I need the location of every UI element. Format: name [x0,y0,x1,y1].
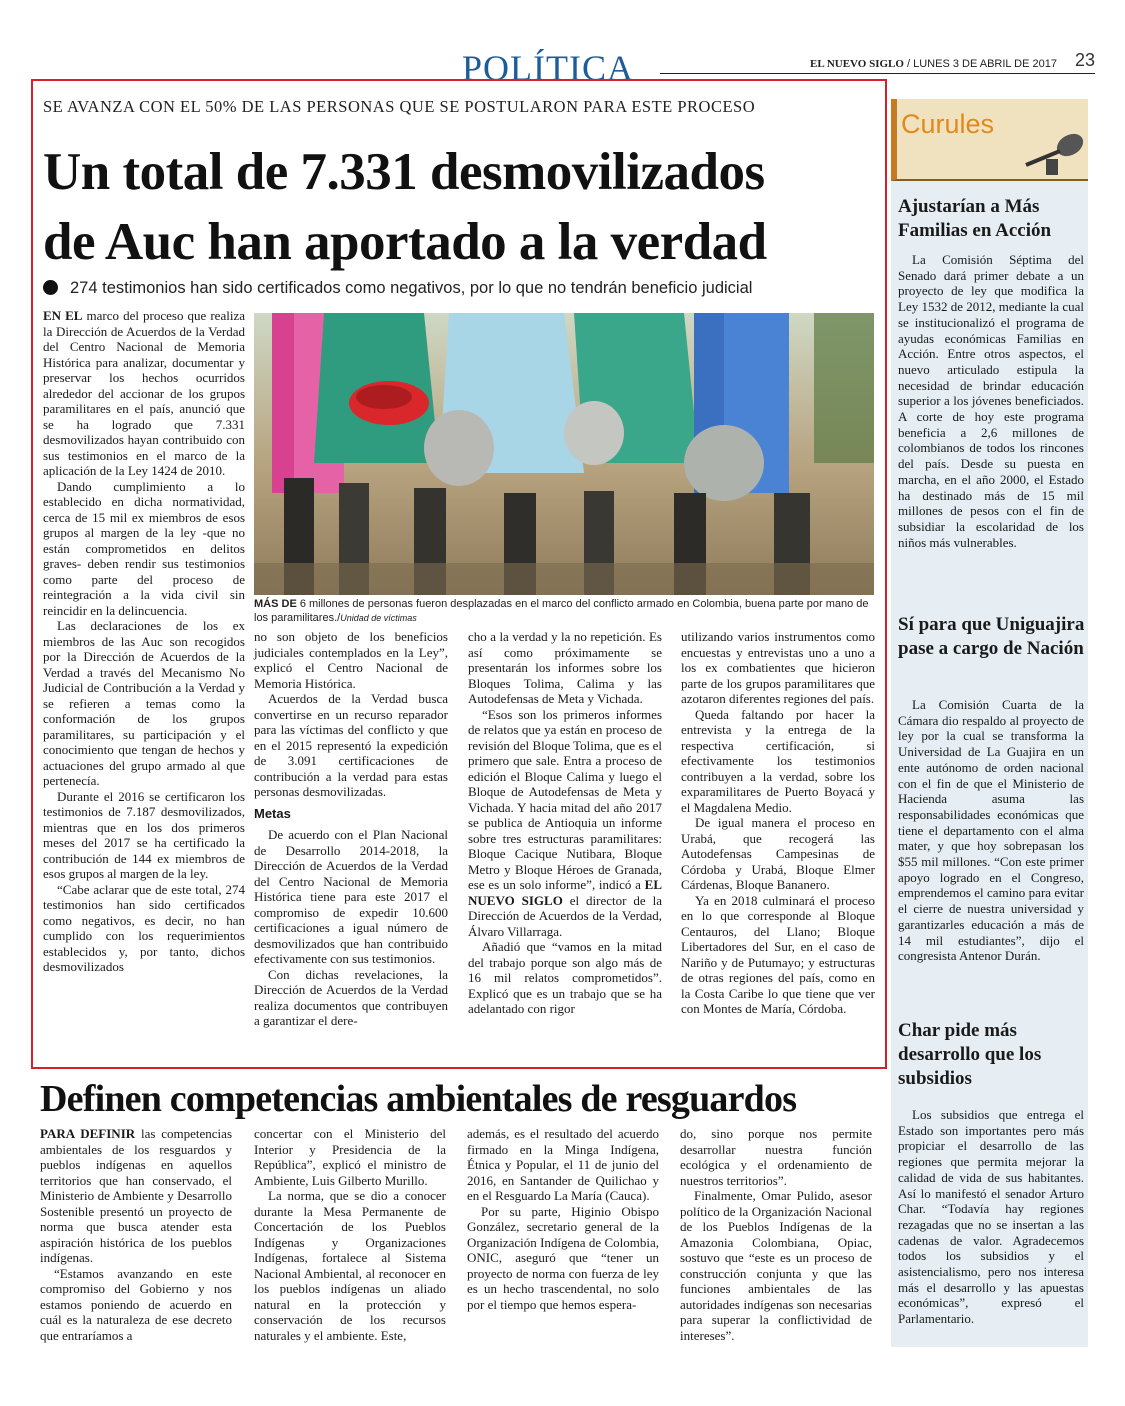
paragraph: cho a la verdad y la no repetición. Es así como próximamente se presentarán los informes sobre los Bloques Tolima, Calima y las Autodefensas de Meta y Vichada. [468,629,662,706]
paragraph: De igual manera el proceso en Urabá, que recogerá las Autodefensas Campesinas de Córdoba y Urabá, Bloque Elmer Cárdenas, Bloque Bananero. [681,815,875,892]
article-column [254,1126,446,1343]
article-summary [43,279,752,298]
newspaper-name: EL NUEVO SIGLO [810,58,904,70]
header-rule [660,73,1095,74]
paragraph-text: “Esos son los primeros informes de relatos que ya están en proceso de revisión del Bloque Tolima, que es el primero que sale. Entra a proceso de edición el Bloque Calima y luego el Bloque de Autodefensas de Meta y Vichada. Y hacia mitad del año 2017 se publica de Antioquia un informe sobre tres estructuras paramilitares: Bloque Cacique Nutibara, Bloque Metro y Bloque Héroes de Granada, ese es un solo informe”, indicó a [468,706,662,892]
page-number: 23 [1074,50,1095,70]
paragraph: “Cabe aclarar que de este total, 274 testimonios han sido certificados como negativos, es decir, no han cumplido con los requerimientos establecidos y, por tanto, dichos desmovilizados [43,881,245,974]
sidebar-text [898,252,1084,550]
paragraph-text: el director de la Dirección de Acuerdos de la Verdad, Álvaro Villarraga. [468,892,662,939]
lead-in: EN EL [43,308,83,323]
paragraph: Ya en 2018 culminará el proceso en lo que corresponde al Bloque Centauros, del Llano; Bloque Libertadores del Sur, en el caso de Nariño y de Putumayo; y estructuras de otras regiones del país, como en la Costa Caribe lo que tiene que ver con Montes de María, Córdoba. [681,892,875,1016]
photo-credit: Unidad de víctimas [340,613,417,623]
paragraph: do, sino porque nos permite desarrollar nuestra función ecológica y el ordenamiento de nuestros territorios”. [680,1126,872,1188]
paragraph-text: las competencias ambientales de los resguardos y pueblos indígenas en aquellos territorios que han conservado, el Ministerio de Ambiente y Desarrollo Sostenible presentó un proyecto de norma que busca atender esta aspiración histórica de los pueblos indígenas. [40,1126,232,1265]
paragraph: Durante el 2016 se certificaron los testimonios de 7.187 desmovilizados, mientras que en los dos primeros meses del 2017 se ha certificado la contribución de 144 ex miembros de esos grupos al margen de la ley. [43,788,245,881]
paragraph: Los subsidios que entrega el Estado son importantes pero más propiciar el desarrollo de las regiones que permita mejorar la calidad de vida de sus habitantes. Así lo manifestó el senador Arturo Char. “Todavía hay regiones rezagadas que no se insertan a las cadenas de valor. Agradecemos todos los subsidios y el asistencialismo, pero nos interesa más el desarrollo y las apuestas económicas”, expresó el Parlamentario. [898,1107,1084,1327]
masthead [810,58,1057,70]
subheading: Metas [254,805,291,821]
article-column [681,629,875,1017]
paragraph: De acuerdo con el Plan Nacional de Desarrollo 2014-2018, la Dirección de Acuerdos de la Verdad del Centro Nacional de Memoria Histórica tiene para este 2017 el compromiso de expedir 10.600 certificaciones a igual número de desmovilizados que han contribuido efectivamente con sus testimonios. [254,827,448,966]
bullet-icon [43,280,58,295]
article-column [468,629,662,1017]
paragraph: “Estamos avanzando en este compromiso del Gobierno y nos estamos poniendo de acuerdo en cuál es la naturaleza de ese decreto que entraríamos a [40,1265,232,1343]
paragraph [43,308,245,479]
paragraph: La Comisión Cuarta de la Cámara dio respaldo al proyecto de ley por la cual se transforma la Universidad de La Guajira en un ente autónomo de orden nacional con el fin de que el Ministerio de Hacienda asuma las responsabilidades económicas que tiene el departamento con el alma mater, y que hoy sobrepasan los $55 mil millones. “Con este primer apoyo logrado en el Congreso, emprendemos el camino para evitar el cierre de nuestra universidad y garantizarles educación a más de 14 mil estudiantes”, dijo el congresista Antenor Durán. [898,697,1084,964]
curules-sidebar [891,99,1088,1347]
headline-line: de Auc han aportado a la verdad [43,213,767,271]
summary-text: 274 testimonios han sido certificados como negativos, por lo que no tendrán beneficio judicial [70,279,753,297]
section-title: POLÍTICA [462,48,634,88]
paragraph-text: marco del proceso que realiza la Dirección de Acuerdos de la Verdad del Centro Nacional de Memoria Histórica para analizar, documentar y preservar los hechos ocurridos alrededor del accionar de los grupos paramilitares en el país, anunció que se ha logrado que 7.331 desmovilizados hayan contribuido con sus testimonios en el marco de la aplicación de la Ley 1424 de 2010. [43,308,245,478]
article-photo [254,313,874,595]
article-column [43,308,245,975]
article-column [40,1126,232,1343]
sidebar-text [898,697,1084,964]
issue-date: / LUNES 3 DE ABRIL DE 2017 [903,58,1057,70]
sidebar-headline: Sí para que Uniguajira pase a cargo de Nación [898,614,1085,659]
paragraph: utilizando varios instrumentos como encuestas y entrevistas uno a uno a los ex combatientes que hicieron parte de los grupos paramilitares que azotaron diferentes regiones del país. [681,629,875,706]
photo-caption [254,597,874,625]
article-column [467,1126,659,1312]
paragraph: Las declaraciones de los ex miembros de las Auc son recogidos por la Dirección de Acuerdos de la Verdad a través del Mecanismo No Judicial de Contribución a la Verdad y se refieren a temas como la conformación de los grupos paramilitares, su participación y el conocimiento que tengan de hechos y actuaciones del grupo armado al que pertenecía. [43,618,245,788]
paragraph: Dando cumplimiento a lo establecido en dicha normatividad, cerca de 15 mil ex miembros de esos grupos al margen de la ley -que no están comprometidos en delitos graves- deben rendir sus testimonios como parte del proceso de reintegración a la vida civil sin reincidir en la delincuencia. [43,478,245,618]
caption-lead: MÁS DE [254,598,297,610]
paragraph [468,707,662,940]
paragraph: concertar con el Ministerio del Interior y Presidencia de la República”, explicó el ministro de Ambiente, Luis Gilberto Murillo. [254,1126,446,1188]
headline-line: Un total de 7.331 desmovilizados [43,143,765,201]
caption-text: 6 millones de personas fueron desplazadas en el marco del conflicto armado en Colombia, buena parte por mano de los paramilitares./ [254,598,869,624]
paragraph: Finalmente, Omar Pulido, asesor político de la Organización Nacional de los Pueblos Indígenas de la Amazonia Colombiana, Opiac, sostuvo que “este es un proceso de construcción conjunta y que las funciones ambientales de las autoridades indígenas son necesarias para superar la conflictividad de intereses”. [680,1188,872,1343]
paragraph: Queda faltando por hacer la entrevista y la entrega de la respectiva certificación, si efectivamente los testimonios contribuyen a la verdad, sobre los exparamilitares de Puerto Boyacá y el Magdalena Medio. [681,706,875,815]
paragraph: La norma, que se dio a conocer durante la Mesa Permanente de Concertación de los Pueblos Indígenas y Organizaciones Indígenas, fortalece al Sistema Nacional Ambiental, al reconocer en los pueblos indígenas un aliado natural en la protección y conservación de los recursos naturales y el ambiente. Este, [254,1188,446,1343]
article-kicker: SE AVANZA CON EL 50% DE LAS PERSONAS QUE SE POSTULARON PARA ESTE PROCESO [43,97,756,116]
paragraph: Por su parte, Higinio Obispo González, secretario general de la Organización Indígena de Colombia, ONIC, aseguró que “tener un proyecto de norma con fuerza de ley es un hecho trascendental, no solo por el tiempo que hemos espera- [467,1203,659,1312]
article-headline [43,137,767,277]
second-article-headline: Definen competencias ambientales de resguardos [40,1078,797,1120]
newspaper-mention: EL NUEVO SIGLO [468,877,662,908]
paragraph: no son objeto de los beneficios judiciales contemplados en la Ley”, explicó el Centro Nacional de Memoria Histórica. [254,629,448,691]
lead-in: PARA DEFINIR [40,1126,136,1141]
sidebar-title: Curules [901,109,995,139]
article-column [254,629,448,1029]
main-article [31,79,887,1069]
paragraph [40,1126,232,1266]
paragraph: Con dichas revelaciones, la Dirección de Acuerdos de la Verdad realiza documentos que contribuyen a garantizar el dere- [254,966,448,1028]
curules-banner [891,99,1088,181]
paragraph: Acuerdos de la Verdad busca convertirse en un recurso reparador para las víctimas del conflicto y que en el 2015 representó la expedición de 3.091 certificaciones de contribución a la verdad para estas personas desmovilizadas. [254,691,448,799]
paragraph: La Comisión Séptima del Senado dará primer debate a un proyecto de ley que modifica la Ley 1532 de 2012, mediante la cual se institucionalizó el programa de ayudas económicas Familias en Acción. Entre otros aspectos, el nuevo articulado estipula la necesidad de brindar educación superior a los jóvenes beneficiados. A corte de hoy este programa beneficia a 2,6 millones de colombianos de todos los rincones del país. Desde su puesta en marcha, en el año 2000, el Estado ha destinado más de 15 mil millones de pesos con el fin de subsidiar la escolaridad de los niños más vulnerables. [898,252,1084,550]
microphone-icon [1008,99,1088,179]
article-column [680,1126,872,1343]
photo-illustration [254,313,874,595]
sidebar-text [898,1107,1084,1327]
sidebar-headline: Char pide más desarrollo que los subsidios [898,1020,1042,1089]
paragraph: además, es el resultado del acuerdo firmado en la Minga Indígena, Étnica y Popular, el 11 de junio del 2016, en Santander de Quilichao y en el Resguardo La María (Cauca). [467,1126,659,1203]
paragraph: Añadió que “vamos en la mitad del trabajo porque son algo más de 16 mil relatos comprometidos”. Explicó que es un trabajo que se ha adelantado con rigor [468,939,662,1016]
sidebar-headline: Ajustarían a Más Familias en Acción [898,196,1052,241]
